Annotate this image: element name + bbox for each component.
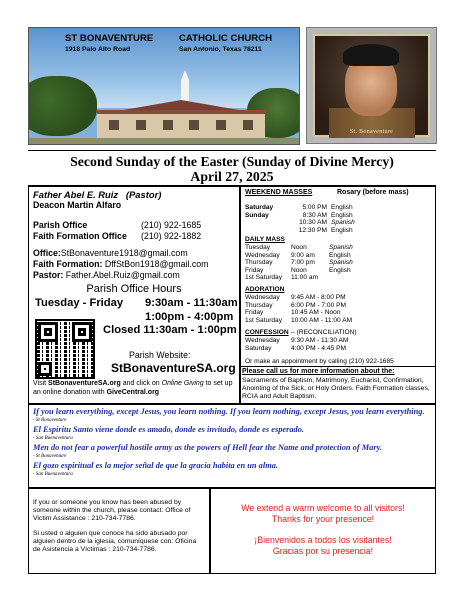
- quote-text: Men do not fear a powerful hostile army as the powers of Hell fear the Name and protection of Mary.: [33, 443, 383, 452]
- church-address: 1918 Palo Alto Road: [65, 46, 131, 53]
- adoration-row: Friday 10:45 AM - Noon: [245, 309, 341, 317]
- adoration-row: Wednesday 9:45 AM - 8:00 PM: [245, 294, 346, 301]
- quote-attribution: - St Bonaventure: [33, 418, 67, 423]
- weekend-mass-row: Sunday 8:30 AM English: [245, 211, 353, 219]
- quote-attribution: - San Buenaventura: [33, 472, 73, 477]
- church-windows: [109, 120, 253, 130]
- faith-formation-phone: (210) 922-1882: [141, 231, 202, 241]
- parish-office-row: [33, 220, 201, 230]
- confession-row: Wednesday 9:30 AM - 11:30 AM: [245, 337, 349, 344]
- parish-website-label: Parish Website:: [129, 350, 191, 360]
- ff-email-label: Faith Formation:: [33, 259, 103, 269]
- qr-code[interactable]: [35, 319, 95, 379]
- weekend-masses-title: WEEKEND MASSES: [245, 189, 313, 196]
- schedule-divider: [240, 366, 436, 367]
- office-email-row: [33, 248, 188, 258]
- pastor-email-label: Pastor:: [33, 270, 64, 280]
- ff-email-row: [33, 259, 209, 269]
- daily-mass-row: Thursday 7:00 pm Spanish: [245, 259, 353, 267]
- sacraments-header: Please call us for more information about the:: [242, 368, 395, 375]
- pastor-name: Father Abel E. Ruiz: [33, 189, 119, 200]
- quote-attribution: - San Buenaventura: [33, 436, 73, 441]
- confession-subtitle: -- (RECONCILIATION): [288, 329, 357, 336]
- faith-formation-label: Faith Formation Office: [33, 231, 127, 241]
- quote-text: El gozo espiritual es la mejor señal de que la gracia habita en un alma.: [33, 461, 278, 470]
- adoration-header: ADORATION: [245, 286, 285, 293]
- pastor-role: (Pastor): [125, 189, 162, 200]
- parish-office-label: Parish Office: [33, 220, 88, 230]
- givecentral-link[interactable]: GiveCentral.org: [106, 389, 160, 396]
- victim-assistance-notice: [28, 488, 210, 574]
- pastor-email-row: [33, 270, 180, 280]
- faith-formation-row: [33, 231, 201, 241]
- church-name-1: ST BONAVENTURE: [65, 33, 154, 44]
- daily-mass-list: [245, 244, 353, 282]
- daily-mass-row: Wednesday 9:00 am English: [245, 251, 351, 259]
- rosary-note: Rosary (before mass): [337, 189, 409, 196]
- adoration-row: Thursday 6:00 PM - 7:00 PM: [245, 301, 346, 309]
- confession-header: [245, 329, 357, 336]
- quote-text: El Espíritu Santo viene donde es amado, donde es invitado, donde es esperado.: [33, 425, 305, 434]
- office-email-label: Office:: [33, 248, 61, 258]
- deacon-name: Deacon Martin Alfaro: [33, 200, 122, 210]
- saint-cap: [343, 44, 399, 66]
- office-hours-row-1: [35, 297, 238, 309]
- tree-left: [28, 76, 97, 136]
- adoration-row: 1st Saturday 10:00 AM - 11:00 AM: [245, 316, 353, 324]
- bulletin-title: [28, 150, 436, 186]
- pastor-email[interactable]: Father.Abel.Ruiz@gmail.com: [65, 270, 180, 280]
- weekend-masses-list: [245, 204, 355, 234]
- welcome-english: We extend a warm welcome to all visitors! Thanks for your presence!: [241, 503, 405, 524]
- church-city: San Antonio, Texas 78211: [179, 46, 262, 53]
- daily-mass-header: DAILY MASS: [245, 236, 285, 243]
- confession-row: Saturday 4:00 PM - 4:45 PM: [245, 344, 346, 352]
- appointment-note: Or make an appointment by calling (210) 922-1685: [245, 358, 394, 365]
- quotes-panel: [28, 404, 436, 488]
- title-line-1: Second Sunday of the Easter (Sunday of Divine Mercy): [70, 154, 394, 169]
- church-photo: [28, 27, 300, 145]
- office-hours-title: Parish Office Hours: [86, 283, 182, 295]
- daily-mass-row: Tuesday Noon Spanish: [245, 244, 353, 251]
- notice-english: If you or someone you know has been abused by someone within the church, please contact: Office of Victim Assistance : 210-734-7786.: [33, 499, 191, 523]
- weekend-mass-row: 12:30 PM English: [298, 226, 353, 234]
- confession-title: CONFESSION: [245, 329, 289, 336]
- office-hours-slot-1: 9:30am - 11:30am: [145, 297, 238, 309]
- church-banner: [29, 28, 299, 55]
- welcome-spanish: ¡Bienvenidos a todos los visitantes! Gracias por su presencia!: [254, 535, 392, 556]
- weekend-masses-header: [245, 189, 409, 196]
- giving-site-link[interactable]: StBonaventureSA.org: [48, 380, 121, 387]
- office-email[interactable]: StBonaventure1918@gmail.com: [60, 248, 188, 258]
- daily-mass-row: Friday Noon English: [245, 266, 351, 274]
- contact-panel: [28, 186, 240, 404]
- notice-spanish: Si usted o alguien que conoce ha sido abusado por alguien dentro de la iglesia, comuníquese con: Oficina de Asistencia a Víctimas : 210-734-7786.: [33, 529, 197, 554]
- parish-website-link[interactable]: StBonaventureSA.org: [111, 361, 236, 375]
- office-hours-days: Tuesday - Friday: [35, 297, 124, 309]
- welcome-message: [210, 488, 436, 574]
- adoration-list: [245, 294, 352, 324]
- office-hours-slot-2: 1:00pm - 4:00pm: [145, 311, 234, 323]
- online-giving-text: Online Giving: [161, 380, 204, 387]
- quote-text: If you learn everything, except Jesus, you learn nothing. If you learn nothing, except Jesus, you learn everything.: [33, 407, 425, 416]
- confession-list: [245, 337, 348, 352]
- parish-office-phone: (210) 922-1685: [141, 220, 202, 230]
- daily-mass-row: 1st Saturday 11:00 am: [245, 274, 319, 282]
- weekend-mass-row: 10:30 AM Spanish: [299, 219, 355, 227]
- online-giving-note: Visit StBonaventureSA.org and click on Online Giving to set up an online donation with GiveCentral.org: [33, 380, 233, 396]
- church-name-2: CATHOLIC CHURCH: [179, 33, 273, 44]
- quote-attribution: - St Bonaventure: [33, 454, 67, 459]
- weekend-mass-row: Saturday 5:00 PM English: [245, 204, 353, 211]
- sacraments-list: Sacraments of Baptism, Matrimony, Eucharist, Confirmation, Anointing of the Sick, or Holy Orders. Faith Formation classes, RCIA and Adult Baptism.: [242, 377, 430, 400]
- office-hours-closed: Closed 11:30am - 1:00pm: [103, 324, 237, 336]
- ground: [29, 138, 299, 145]
- saint-portrait: [306, 27, 437, 144]
- title-line-2: April 27, 2025: [190, 169, 274, 184]
- saint-caption: St. Bonaventure: [349, 129, 394, 135]
- pastor-line: [33, 189, 161, 200]
- ff-email[interactable]: DffStBon1918@gmail.com: [104, 259, 209, 269]
